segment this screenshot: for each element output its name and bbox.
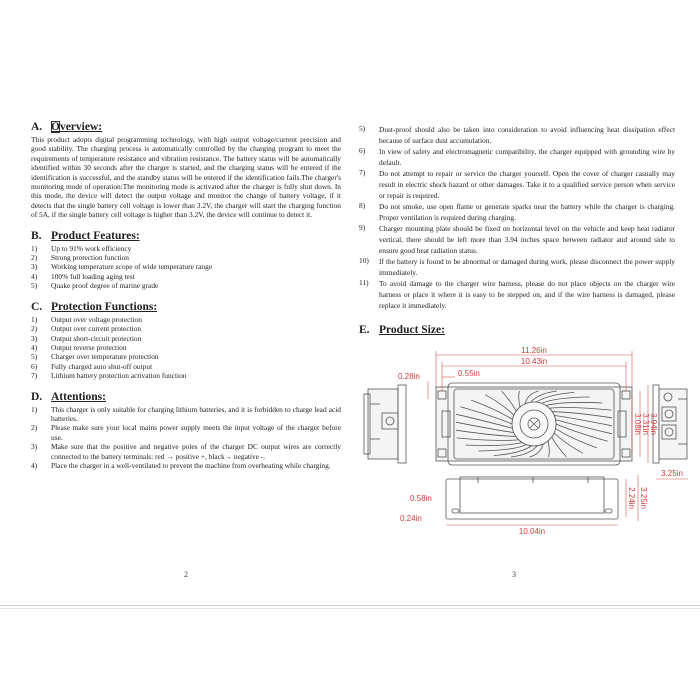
dim-flange-offset: 0.55in <box>458 369 480 378</box>
section-letter: D. <box>31 390 43 403</box>
dim-hole-offset: 0.28in <box>398 372 420 381</box>
section-letter: B. <box>31 229 42 242</box>
section-attentions-heading <box>31 390 341 404</box>
list-item: 5) Charger over temperature protection <box>31 352 159 362</box>
list-item: 6) Fully charged auto shut-off output <box>31 361 153 371</box>
dim-depth-inner: 2.24in <box>627 487 636 509</box>
list-item: 4) Output reverse protection <box>31 342 127 352</box>
section-features-heading <box>31 229 341 243</box>
page-number-right: 3 <box>512 570 516 579</box>
list-item: 3) Working temperature scope of wide temperature range <box>31 262 213 272</box>
section-letter: E. <box>359 324 370 336</box>
dim-depth-outer: 3.25in <box>639 487 648 509</box>
list-item: 11) To avoid damage to the charger wire harness, please do not place objects on the charger wire harness or place it where it is easy to be stepped on, and if the wire harness is damaged, please replace it immediately. <box>359 278 675 310</box>
section-title: Product Features: <box>51 229 140 242</box>
product-size-diagram <box>360 345 695 535</box>
dim-height-outer: 3.94in <box>649 413 658 435</box>
section-letter: A. <box>31 121 43 133</box>
dim-side-width: 3.25in <box>661 469 683 478</box>
list-item: 5) Dust-proof should also be taken into consideration to avoid influencing heat dissipation effect because of surface dust accumulation. <box>359 124 675 145</box>
list-item: 6) In view of safety and electromagnetic compatibility, the charger equipped with grounding wire by default. <box>359 146 675 167</box>
section-product-size-heading <box>359 323 675 337</box>
bottom-view <box>446 477 618 519</box>
dim-height-inner: 3.08in <box>633 413 642 435</box>
page-bottom-edge <box>0 605 700 606</box>
list-item: 4) Place the charger in a well-ventilated to prevent the machine from overheating while charging. <box>31 460 331 470</box>
list-item: 9) Charger mounting plate should be fixed on horizontal level on the vehicle and keep heat radiator vertical, there should be left more than 3.94 inches space between radiator and around side to ensure good heat radiation status. <box>359 223 675 255</box>
list-item: 2) Strong protection function <box>31 253 129 263</box>
list-item: 4) 100% full loading aging test <box>31 271 135 281</box>
list-item: 8) Do not smoke, use open flame or generate sparks near the battery while the charger is charging. Proper ventilation is required during charging. <box>359 201 675 222</box>
section-title: Product Size: <box>379 324 445 336</box>
section-title: Protection Functions: <box>51 300 158 313</box>
list-item: 1) This charger is only suitable for charging lithium batteries, and it is forbidden to charge lead acid batteries. <box>31 404 341 423</box>
features-list <box>31 244 341 291</box>
dim-bottom-length: 10.04in <box>518 527 546 535</box>
left-page <box>31 120 341 470</box>
dim-overall-length: 11.26in <box>521 346 547 355</box>
attentions-list <box>31 405 341 471</box>
dim-height-mid: 3.31in <box>641 413 650 435</box>
page-number-left: 2 <box>184 570 188 579</box>
list-item: 7) Do not attempt to repair or service the charger yourself. Open the cover of charger casually may result in electric shock hazard or other damages. Take it to a qualified service person when service or repair is required. <box>359 168 675 200</box>
text-cursor-box: O <box>51 121 60 133</box>
right-page <box>359 124 675 338</box>
page-bottom-edge-shadow <box>0 608 700 609</box>
list-item: 2) Output over current protection <box>31 324 142 334</box>
section-protection-heading <box>31 300 341 314</box>
left-side-view <box>364 385 406 463</box>
section-title: verview: <box>59 121 103 133</box>
list-item: 5) Quake proof degree of marine grade <box>31 281 159 291</box>
list-item: 7) Lithium battery protection activation function <box>31 371 187 381</box>
attentions-continued-list <box>359 124 675 311</box>
protection-list <box>31 315 341 381</box>
section-letter: C. <box>31 300 43 313</box>
list-item: 1) Up to 91% work efficiency <box>31 243 132 253</box>
overview-paragraph: This product adopts digital programming technology, with high output voltage/current precision and good stability. The charging process is automatically controlled by the charging program to meet the requirements of temperature resistance and vibration resistance. The battery status will be automatically identified within 30 seconds after the charger is started, and the charging status will be entered if the identification is successful, and the standby status will be entered if the identification fails.The charger's monitoring mode of operation:The monitoring mode is activated after the charger is fully shut down. In this mode, the device will detect the output voltage and monitor the change of battery voltage, if it detects that the single battery cell voltage is lower than 3.2V, the charger will start the charging function of 5A, if the single battery cell voltage is higher than 3.2V, the device will continue to detect it. <box>31 135 341 220</box>
list-item: 3) Output short-circuit protection <box>31 333 142 343</box>
section-overview-heading <box>31 120 341 134</box>
dim-bottom-hole-offset: 0.24in <box>400 514 422 523</box>
list-item: 10) If the battery is found to be abnormal or damaged during work, please disconnect the power supply immediately. <box>359 256 675 277</box>
dim-bottom-flange: 0.58in <box>410 494 432 503</box>
front-view <box>436 383 632 465</box>
list-item: 3) Make sure that the positive and negative poles of the charger DC output wires are correctly connected to the battery terminals: red → positive +, black→ negative -. <box>31 442 341 461</box>
dim-hole-spacing: 10.43in <box>520 357 548 366</box>
list-item: 2) Please make sure your local mains power supply meets the input voltage of the charger before use. <box>31 423 341 442</box>
section-title: Attentions: <box>51 390 106 403</box>
list-item: 1) Output over voltage protection <box>31 314 142 324</box>
